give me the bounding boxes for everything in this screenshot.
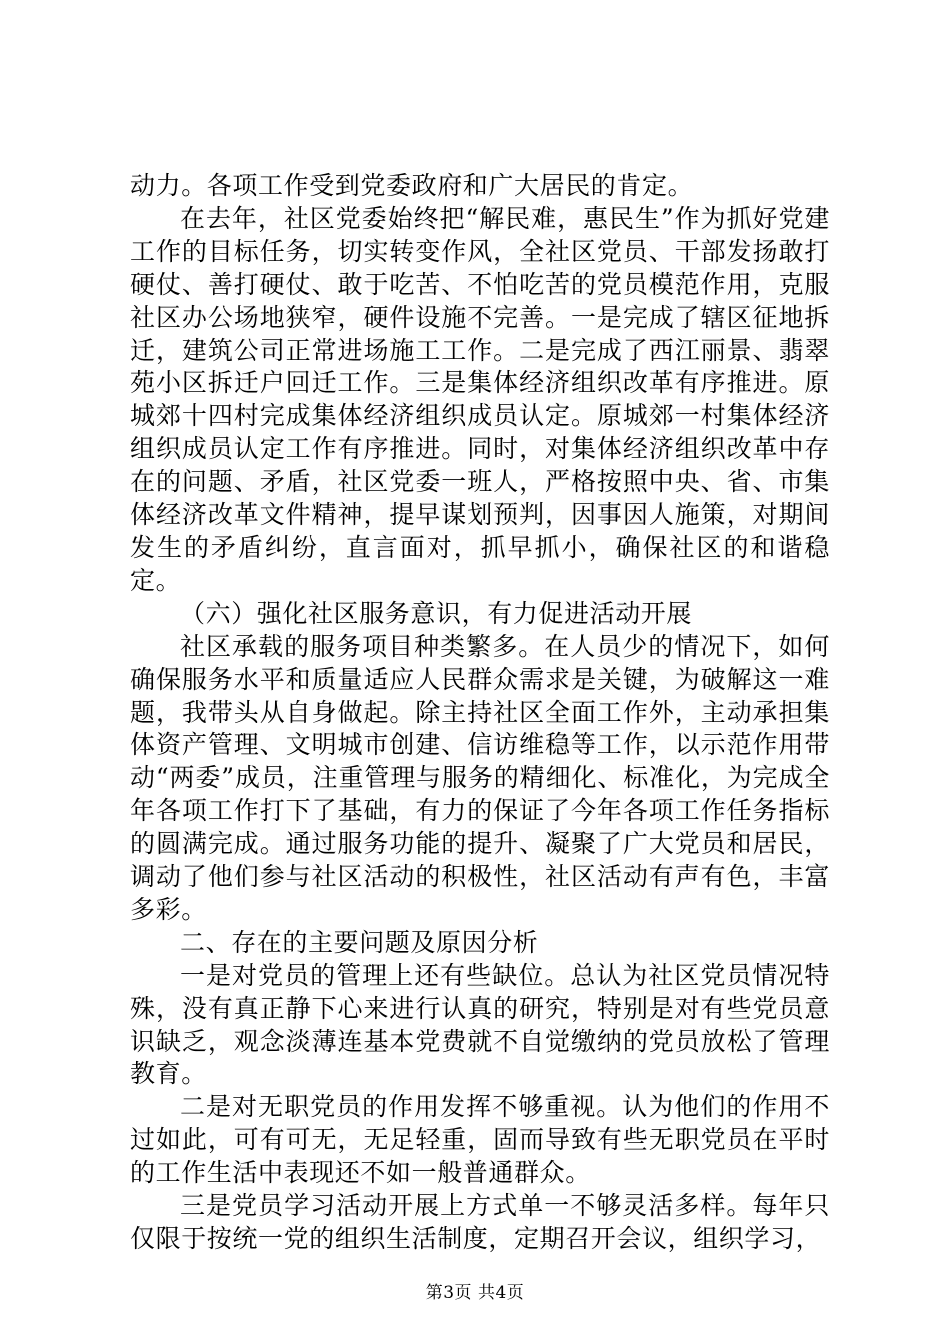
paragraph-problem-one: 一是对党员的管理上还有些缺位。总认为社区党员情况特殊，没有真正静下心来进行认真的研究，特别是对有些党员意识缺乏，观念淡薄连基本党费就不自觉缴纳的党员放松了管理教育。 — [130, 960, 830, 1089]
section-heading-problems: 二、存在的主要问题及原因分析 — [180, 927, 539, 957]
paragraph-problem-three: 三是党员学习活动开展上方式单一不够灵活多样。每年只仅限于按统一党的组织生活制度，定期召开会议，组织学习， — [130, 1191, 830, 1253]
paragraph-last-year-work: 在去年，社区党委始终把“解民难，惠民生”作为抓好党建工作的目标任务，切实转变作风，全社区党员、干部发扬敢打硬仗、善打硬仗、敢于吃苦、不怕吃苦的党员模范作用，克服社区办公场地狭窄，硬件设施不完善。一是完成了辖区征地拆迁，建筑公司正常进场施工工作。二是完成了西江丽景、翡翠苑小区拆迁户回迁工作。三是集体经济组织改革有序推进。原城郊十四村完成集体经济组织成员认定。原城郊一村集体经济组织成员认定工作有序推进。同时，对集体经济组织改革中存在的问题、矛盾，社区党委一班人，严格按照中央、省、市集体经济改革文件精神，提早谋划预判，因事因人施策，对期间发生的矛盾纠纷，直言面对，抓早抓小，确保社区的和谐稳定。 — [130, 203, 830, 595]
section-heading-six: （六）强化社区服务意识，有力促进活动开展 — [180, 598, 693, 628]
paragraph-continuation: 动力。各项工作受到党委政府和广大居民的肯定。 — [130, 171, 694, 200]
paragraph-problem-two: 二是对无职党员的作用发挥不够重视。认为他们的作用不过如此，可有可无，无足轻重，固而导致有些无职党员在平时的工作生活中表现还不如一般普通群众。 — [130, 1092, 830, 1188]
document-body — [130, 170, 830, 1256]
paragraph-community-service: 社区承载的服务项目种类繁多。在人员少的情况下，如何确保服务水平和质量适应人民群众需求是关键，为破解这一难题，我带头从自身做起。除主持社区全面工作外，主动承担集体资产管理、文明城市创建、信访维稳等工作，以示范作用带动“两委”成员，注重管理与服务的精细化、标准化，为完成全年各项工作打下了基础，有力的保证了今年各项工作任务指标的圆满完成。通过服务功能的提升、凝聚了广大党员和居民，调动了他们参与社区活动的积极性，社区活动有声有色，丰富多彩。 — [130, 631, 830, 924]
page-number-footer: 第3页 共4页 — [425, 1283, 525, 1303]
